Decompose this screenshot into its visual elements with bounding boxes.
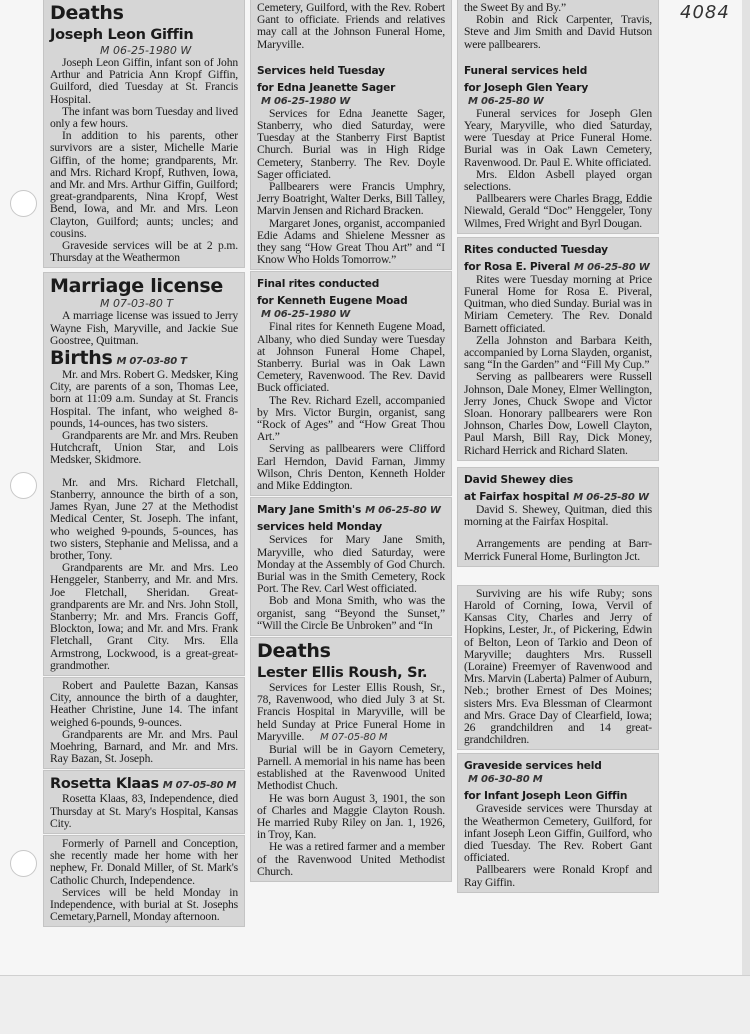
article-paragraph <box>464 274 652 335</box>
column-right <box>458 0 658 892</box>
clipping-klaas-obituary <box>44 771 244 833</box>
obituary-name <box>50 775 238 793</box>
article-paragraph <box>464 335 652 372</box>
paragraph-text: Services will be held Monday in Independence, with burial at St. Josephs Cemetary,Parnell, Monday afternoon. <box>50 885 238 924</box>
headline-text: Mary Jane Smith's <box>257 504 362 517</box>
headline-text: Services held Tuesday <box>257 64 385 77</box>
clipping-giffin-graveside <box>458 754 658 891</box>
paragraph-text: Joseph Leon Giffin, infant son of John Arthur and Patricia Ann Kropf Giffin, Guilford, died Tuesday at St. Francis Hospital. <box>50 56 238 106</box>
clipping-sager-services <box>251 0 451 269</box>
article-paragraph <box>50 310 238 347</box>
paragraph-text: He was a retired farmer and a member of the Ravenwood United Methodist Church. <box>257 840 445 878</box>
name-text: Rosetta Klaas <box>50 776 159 793</box>
handwritten-annotation: M 06-25-1980 W <box>261 309 351 321</box>
handwritten-annotation: M 06-25-80 W <box>365 505 441 517</box>
paragraph-text: Final rites for Kenneth Eugene Moad, Albany, who died Sunday were Tuesday at Johnson Funeral Home Chapel, Stanberry. Burial was in Oak Lawn Cemetery, Ravenwood. The Rev. David Buck officiated. <box>257 320 445 395</box>
article-paragraph <box>257 443 445 492</box>
article-paragraph <box>464 169 652 193</box>
handwritten-annotation: M 06-25-80 W <box>574 261 650 273</box>
handwritten-annotation: M 07-03-80 T <box>100 297 174 311</box>
paragraph-text: Robert and Paulette Bazan, Kansas City, announce the birth of a daughter, Heather Christine, June 14. The infant weighed 6-pounds, 9-ounces. <box>50 678 238 729</box>
handwritten-page-number: 4084 <box>680 2 730 23</box>
paragraph-text: the Sweet By and By.” <box>464 1 567 14</box>
clipping-moad-rites <box>251 272 451 495</box>
column-left <box>44 0 244 926</box>
article-paragraph <box>50 562 238 672</box>
handwritten-annotation: M 06-25-80 W <box>468 95 544 107</box>
article-headline <box>464 244 652 257</box>
paragraph-text: Arrangements are pending at Barr-Merrick Funeral Home, Burlington Jct. <box>464 537 652 563</box>
clipping-giffin-obituary <box>44 0 244 267</box>
paragraph-text: Services for Lester Ellis Roush, Sr., 78, Ravenwood, who died July 3 at St. Francis Hospital in Maryville, will be held Sunday at Price Funeral Home in Maryville. <box>257 680 445 743</box>
paragraph-text: Burial will be in Gayorn Cemetery, Parnell. A memorial in his name has been established at the Ravenwood United Methodist Chuch. <box>257 742 445 793</box>
headline-text: for Rosa E. Piveral <box>464 260 571 273</box>
paragraph-text: Services for Mary Jane Smith, Maryville, who died Saturday, were Monday at the Assembly of God Church. Burial was in the Smith Cemetery, Rock Port. The Rev. Carl West officiated. <box>257 533 445 596</box>
obituary-name: Joseph Leon Giffin <box>50 27 194 43</box>
paragraph-text: Mr. and Mrs. Robert G. Medsker, King City, are parents of a son, Thomas Lee, born at 11:09 a.m. Sunday at St. Francis Hospital. The infant, who weighed 8-pounds, 14-ounces, has two sisters. <box>50 368 238 430</box>
article-paragraph <box>50 477 238 562</box>
article-headline <box>257 65 445 78</box>
obituary-name: Lester Ellis Roush, Sr. <box>257 664 428 681</box>
headline-text: Final rites conducted <box>257 278 380 291</box>
clipping-marriage-births <box>44 273 244 674</box>
paragraph-text: Bob and Mona Smith, who was the organist, sang “Beyond the Sunset,” “Will the Circle Be Unbroken” and “In <box>257 594 445 632</box>
heading-text: Births <box>50 347 113 370</box>
paragraph-text: Rites were Tuesday morning at Price Funeral Home for Rosa E. Piveral, Quitman, who died Sunday. Burial was in Miriam Cemetery. The Rev. Donald Barnett officiated. <box>464 272 652 335</box>
paragraph-text: Grandparents are Mr. and Mrs. Paul Moehring, Barnard, and Mr. and Mrs. Ray Bazan, St. Joseph. <box>50 727 238 766</box>
paragraph-text: David S. Shewey, Quitman, died this morning at the Fairfax Hospital. <box>464 502 652 529</box>
clipping-yeary-services <box>458 0 658 233</box>
handwritten-annotation: M 06-25-1980 W <box>100 44 192 57</box>
handwritten-annotation: M 06-25-1980 W <box>261 95 351 107</box>
paragraph-text: Services for Edna Jeanette Sager, Stanberry, who died Saturday, were Tuesday at the Stanberry First Baptist Church. Burial was in High Ridge Cemetery, Stanberry. The Rev. Doyle Sager officiated. <box>257 106 445 181</box>
section-heading: Marriage license <box>50 275 224 298</box>
handwritten-annotation: M 06-25-80 W <box>573 491 649 503</box>
punch-hole <box>10 850 37 877</box>
paragraph-text: Formerly of Parnell and Conception, she recently made her home with her nephew, Fr. Donald Miller, of St. Mark's Catholic Church, Independence. <box>50 836 238 887</box>
paragraph-text: Robin and Rick Carpenter, Travis, Steve and Jim Smith and David Hutson were pallbearers. <box>464 13 652 51</box>
article-paragraph <box>50 57 238 106</box>
scanner-bed-margin <box>0 975 750 1034</box>
paragraph-text: A marriage license was issued to Jerry Wayne Fish, Maryville, and Jackie Sue Goostree, Quitman. <box>50 309 238 347</box>
article-paragraph <box>257 321 445 394</box>
section-heading: Deaths <box>50 2 124 24</box>
headline-text: for Joseph Glen Yeary <box>464 81 589 94</box>
section-heading: Deaths <box>257 639 331 662</box>
article-paragraph <box>50 887 238 924</box>
article-paragraph <box>257 2 445 51</box>
clipping-roush-obituary <box>251 638 451 881</box>
article-paragraph <box>257 595 445 632</box>
handwritten-annotation: M 07-03-80 T <box>116 356 187 368</box>
clipping-klaas-services <box>44 836 244 926</box>
headline-text: for Kenneth Eugene Moad <box>257 295 408 308</box>
article-paragraph <box>50 729 238 766</box>
article-paragraph <box>257 744 445 793</box>
spacer <box>257 51 445 61</box>
headline-text: David Shewey dies <box>464 473 573 486</box>
paragraph-text: Rosetta Klaas, 83, Independence, died Thursday at St. Mary's Hospital, Kansas City. <box>50 792 238 830</box>
headline-text: for Edna Jeanette Sager <box>257 81 396 94</box>
column-middle <box>251 0 451 881</box>
article-paragraph <box>257 841 445 878</box>
paragraph-text: Serving as pallbearers were Russell Johnson, Dale Money, Elmer Wellington, Jerry Jones, Chuck Swope and Victor Sloan. Honorary pallbearers were Ron Johnson, Charles Dow, Lowell Clayton, Paul Marsh, Bill Ray, Dick Money, Richard Herrick and Richard Slaten. <box>464 370 652 457</box>
paragraph-text: Margaret Jones, organist, accompanied Edie Adams and Shielene Messner as they sang “How Great Thou Art” and “I Know Who Holds Tomorrow.” <box>257 216 445 267</box>
section-heading <box>50 347 238 369</box>
headline-text: Funeral services held <box>464 64 588 77</box>
paragraph-text: Mrs. Eldon Asbell played organ selections. <box>464 167 652 194</box>
article-paragraph <box>50 130 238 240</box>
article-paragraph <box>50 369 238 430</box>
headline-text: services held Monday <box>257 521 383 534</box>
article-paragraph <box>257 395 445 444</box>
article-headline <box>464 760 652 786</box>
article-paragraph <box>464 371 652 456</box>
paragraph-text: Pallbearers were Francis Umphry, Jerry Boatright, Walter Derks, Bill Talley, Marvin Jensen and Richard Bracken. <box>257 180 445 218</box>
article-paragraph <box>464 504 652 528</box>
clipping-roush-survivors <box>458 586 658 750</box>
article-paragraph <box>464 193 652 230</box>
article-paragraph <box>464 803 652 864</box>
article-paragraph <box>50 430 238 467</box>
paragraph-text: Pallbearers were Ronald Kropf and Ray Giffin. <box>464 863 652 889</box>
article-paragraph <box>464 108 652 169</box>
article-paragraph <box>50 680 238 729</box>
headline-text: at Fairfax hospital <box>464 490 570 503</box>
article-paragraph <box>257 793 445 842</box>
headline-text: Graveside services held <box>464 760 602 773</box>
handwritten-annotation: M 07-05-80 M <box>162 780 237 792</box>
page-edge <box>742 0 750 975</box>
paragraph-text: He was born August 3, 1901, the son of Charles and Maggie Clayton Roush. He married Ruby Riley on Jan. 1, 1926, in Troy, Kan. <box>257 791 445 842</box>
punch-hole <box>10 472 37 499</box>
article-paragraph <box>464 538 652 562</box>
handwritten-annotation: M 07-05-80 M <box>320 731 388 743</box>
clipping-shewey-death <box>458 468 658 566</box>
article-headline <box>257 504 445 517</box>
clipping-bazan-birth <box>44 678 244 768</box>
article-paragraph <box>257 108 445 181</box>
paragraph-text: Pallbearers were Charles Bragg, Eddie Niewald, Gerald “Doc” Henggeler, Tony Wilmes, Fred Wright and Byrl Dougan. <box>464 192 652 230</box>
clipping-piveral-rites <box>458 238 658 460</box>
paragraph-text: Cemetery, Guilford, with the Rev. Robert Gant to officiate. Friends and relatives may call at the Johnson Funeral Home, Maryville. <box>257 1 445 51</box>
punch-hole <box>10 190 37 217</box>
headline-text: for Infant Joseph Leon Giffin <box>464 790 628 803</box>
clipping-smith-services <box>251 498 451 635</box>
article-paragraph <box>50 240 238 264</box>
article-paragraph <box>464 864 652 888</box>
article-headline <box>257 82 445 108</box>
paragraph-text: Surviving are his wife Ruby; sons Harold of Corning, Iowa, Vervil of Kansas City, Charles and Jerry of Hopkins, Lester, Jr., of Pickering, Edwin of Belton, Leon of Tarkio and Deon of Maryville; daughters Mrs. Russell (Loraine) Freemyer of Ravenwood and Mrs. Marvin (Laberta) Palmer of Auburn, Neb.; brother Ernest of Des Moines; sisters Mrs. Eva Blessman of Clearmont and Mrs. Grace Day of Clearfield, Iowa; 26 grandchildren and 14 great-grandchildren. <box>464 586 652 747</box>
article-headline <box>464 474 652 487</box>
paragraph-text: Zella Johnston and Barbara Keith, accompanied by Lorna Slayden, organist, sang “In the Garden” and “Fill My Cup.” <box>464 333 652 372</box>
paragraph-text: The infant was born Tuesday and lived only a few hours. <box>50 104 238 131</box>
article-headline <box>257 278 445 291</box>
article-headline <box>464 82 652 108</box>
paragraph-text: Mr. and Mrs. Richard Fletchall, Stanberry, announce the birth of a son, James Ryan, June 27 at the Methodist Medical Center, St. Joseph. The infant, who weighed 9-pounds, 5-ounces, has two sisters, Stephanie and Melissa, and a brother, Tony. <box>50 475 238 562</box>
article-paragraph <box>257 218 445 267</box>
handwritten-annotation: M 06-30-80 M <box>468 774 543 786</box>
paragraph-text: The Rev. Richard Ezell, accompanied by Mrs. Victor Burgin, organist, sang “Rock of Ages” and “How Great Thou Art.” <box>257 393 445 444</box>
article-paragraph <box>50 106 238 130</box>
paragraph-text: Grandparents are Mr. and Mrs. Leo Henggeler, Stanberry, and Mr. and Mrs. Joe Fletchall, Sheridan. Great-grandparents are Mr. and Nrs. John Stoll, Stanberry; Mr. and Mrs. Francis Goff, Blockton, Iowa; and Mr. and Mrs. Frank Fletchall, Grant City. Mrs. Ella Armstrong, Lockwood, is a great-great-grandmother. <box>50 561 238 672</box>
headline-text: Rites conducted Tuesday <box>464 243 608 256</box>
article-paragraph <box>50 793 238 830</box>
paragraph-text: Graveside services were Thursday at the Weathermon Cemetery, Guilford, for infant Joseph Leon Giffin, Guilford, who died Tuesday. The Rev. Robert Gant officiated. <box>464 802 652 865</box>
article-paragraph <box>257 682 445 744</box>
article-paragraph <box>257 534 445 595</box>
spacer <box>464 51 652 61</box>
paragraph-text: Funeral services for Joseph Glen Yeary, Maryville, who died Saturday, were Tuesday at Price Funeral Home. Burial was in Oak Lawn Cemetery, Ravenwood. Dr. Paul E. White officiated. <box>464 106 652 169</box>
paragraph-text: In addition to his parents, other survivors are a sister, Michelle Marie Giffin, of the home; grandparents, Mr. and Mrs. Richard Kropf, Ruthven, Iowa, and Mr. and Mrs. Arthur Giffin, Guilford; great-grandparents, Nina Kropf, West Bend, Iowa, and Mr. and Mrs. Leon Clayton, Guilford; aunts; uncles; and cousins. <box>50 129 238 240</box>
paragraph-text: Serving as pallbearers were Clifford Earl Herndon, David Farnan, Jimmy Wilson, Chris Denton, Kenneth Holder and Mike Eddington. <box>257 442 445 493</box>
article-paragraph <box>464 14 652 51</box>
article-headline <box>464 65 652 78</box>
article-paragraph <box>257 181 445 218</box>
paragraph-text: Grandparents are Mr. and Mrs. Reuben Hutchcraft, Union Star, and Lois Medsker, Skidmore. <box>50 429 238 467</box>
article-paragraph <box>464 588 652 747</box>
article-headline <box>257 295 445 321</box>
paragraph-text: Graveside services will be at 2 p.m. Thursday at the Weathermon <box>50 239 238 265</box>
article-paragraph <box>50 838 238 887</box>
